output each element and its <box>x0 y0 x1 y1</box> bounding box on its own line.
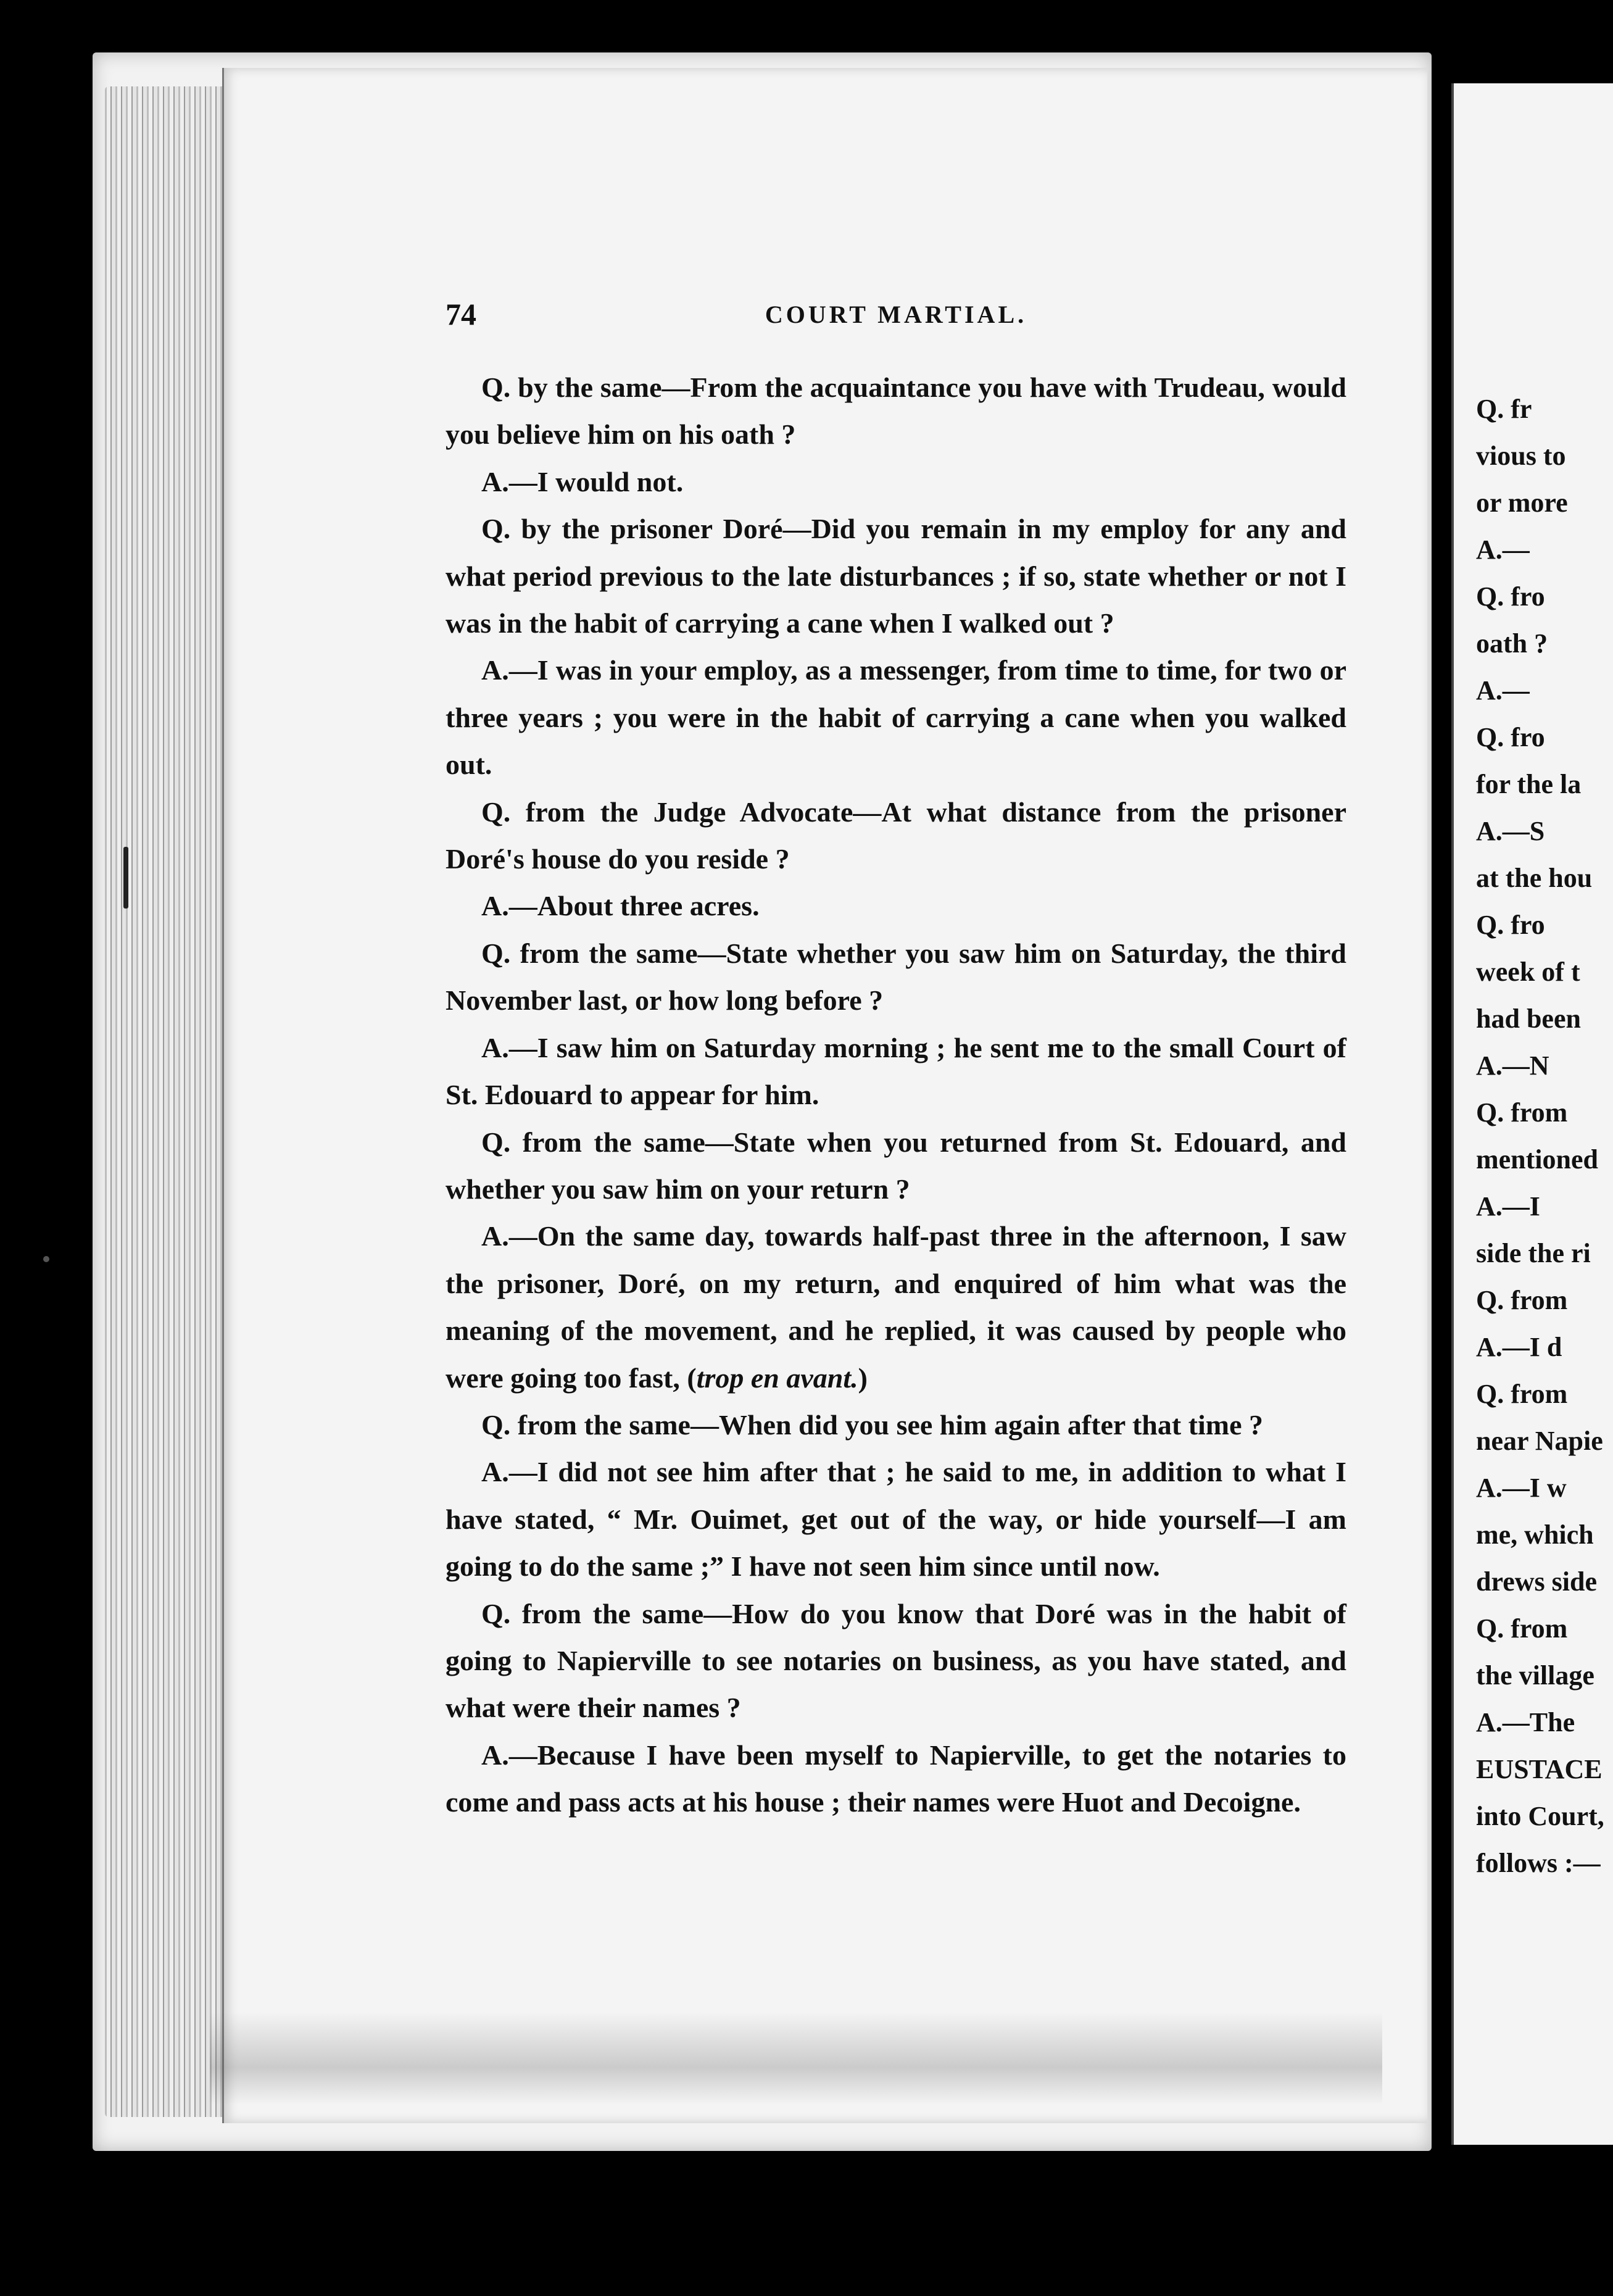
paragraph: A.—Because I have been myself to Napierville, to get the notaries to come and pass acts at his house ; their names were Huot and Decoigne. <box>446 1739 1346 1818</box>
right-line: mentioned <box>1476 1144 1598 1175</box>
scan-smudge <box>210 2012 1382 2105</box>
right-line: Q. fro <box>1476 910 1545 940</box>
right-line: A.—I w <box>1476 1473 1567 1503</box>
right-line: vious to <box>1476 441 1566 471</box>
paragraph: A.—I was in your employ, as a messenger, from time to time, for two or three years ; you were in the habit of carrying a cane when you walked out. <box>446 654 1346 781</box>
right-page-text <box>1476 386 1613 1887</box>
right-line: Q. fro <box>1476 581 1545 612</box>
right-line: oath ? <box>1476 628 1548 659</box>
right-line: A.—I d <box>1476 1332 1562 1362</box>
right-line: had been <box>1476 1004 1581 1034</box>
paragraph-text: A.—On the same day, towards half-past three in the afternoon, I saw the prisoner, Doré, on my return, and enquired of him what was the meaning of the movement, and he replied, it was caused by people who were going too fast, ( <box>446 1220 1346 1394</box>
right-line: side the ri <box>1476 1238 1591 1268</box>
right-line: drews side <box>1476 1566 1597 1597</box>
paragraph: A.—I saw him on Saturday morning ; he sent me to the small Court of St. Edouard to appear for him. <box>446 1031 1346 1111</box>
right-line: EUSTACE <box>1476 1754 1603 1784</box>
right-line: Q. fro <box>1476 722 1545 752</box>
paragraph: Q. by the same—From the acquaintance you have with Trudeau, would you believe him on his oath ? <box>446 372 1346 451</box>
running-head <box>446 296 1346 333</box>
right-line: the village <box>1476 1660 1594 1691</box>
paragraph: A.—About three acres. <box>481 890 760 922</box>
right-line: Q. fr <box>1476 394 1532 424</box>
right-line: at the hou <box>1476 863 1593 893</box>
right-line: A.—I <box>1476 1191 1540 1221</box>
right-line: me, which <box>1476 1520 1594 1550</box>
right-line: into Court, <box>1476 1801 1604 1831</box>
paragraph: Q. from the Judge Advocate—At what distance from the prisoner Doré's house do you reside ? <box>446 796 1346 875</box>
italic-phrase: trop en avant. <box>696 1362 858 1394</box>
paragraph: Q. by the prisoner Doré—Did you remain in my employ for any and what period previous to the late disturbances ; if so, state whether or not I was in the habit of carrying a cane when I walked out ? <box>446 513 1346 639</box>
right-line: Q. from <box>1476 1613 1568 1644</box>
paragraph: A.—I did not see him after that ; he said to me, in addition to what I have stated, “ Mr. Ouimet, get out of the way, or hide yourself—I am going to do the same ;” I have not seen him since until now. <box>446 1456 1346 1583</box>
right-line: A.—The <box>1476 1707 1575 1737</box>
margin-mark <box>123 847 128 909</box>
paragraph: Q. from the same—State whether you saw him on Saturday, the third November last, or how long before ? <box>446 937 1346 1017</box>
page-number: 74 <box>446 297 476 331</box>
margin-dot <box>43 1256 49 1262</box>
right-line: follows :— <box>1476 1848 1601 1878</box>
right-line: week of t <box>1476 957 1580 987</box>
paragraph: A.—I would not. <box>481 465 684 497</box>
right-line: A.— <box>1476 534 1530 565</box>
paragraph-with-italic <box>446 1213 1346 1402</box>
closing-paren: ) <box>858 1362 868 1394</box>
paragraph: Q. from the same—When did you see him again after that time ? <box>481 1408 1264 1441</box>
right-line: for the la <box>1476 769 1582 799</box>
right-line: A.—N <box>1476 1050 1549 1081</box>
right-line: Q. from <box>1476 1285 1568 1315</box>
page-edges <box>105 86 234 2117</box>
right-line: Q. from <box>1476 1097 1568 1128</box>
running-title: COURT MARTIAL. <box>765 301 1027 328</box>
right-line: near Napie <box>1476 1426 1603 1456</box>
right-line: A.— <box>1476 675 1530 705</box>
right-line: A.—S <box>1476 816 1545 846</box>
paragraph: Q. from the same—How do you know that Doré was in the habit of going to Napierville to see notaries on business, as you have stated, and what were their names ? <box>446 1597 1346 1724</box>
right-line: or more <box>1476 488 1568 518</box>
text-column <box>446 364 1346 1826</box>
paragraph: Q. from the same—State when you returned from St. Edouard, and whether you saw him on your return ? <box>446 1126 1346 1205</box>
right-line: Q. from <box>1476 1379 1568 1409</box>
